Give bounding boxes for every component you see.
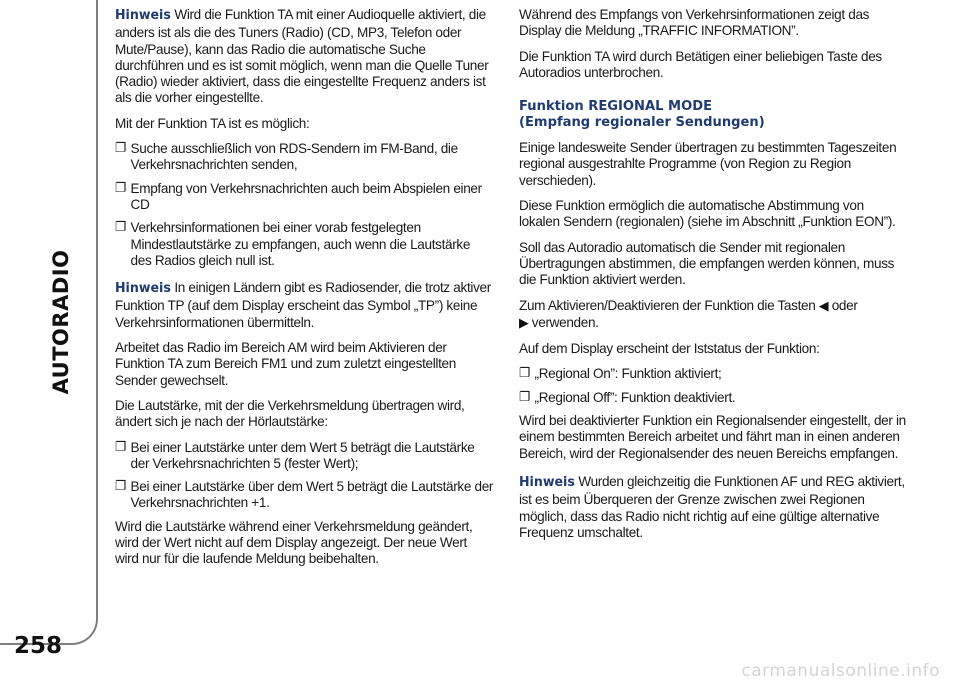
checkbox-bullet-icon: ❐: [115, 438, 126, 454]
paragraph: Mit der Funktion TA ist es möglich:: [115, 114, 310, 131]
checkbox-bullet-icon: ❐: [519, 365, 530, 381]
list-item: [519, 389, 907, 405]
left-column: [115, 6, 493, 576]
checkbox-bullet-icon: ❐: [115, 179, 126, 195]
checkbox-bullet-icon: ❐: [115, 478, 126, 494]
note-label: Hinweis: [519, 474, 575, 490]
page-number: 258: [14, 633, 63, 659]
note-paragraph: [115, 6, 493, 106]
note-text: Wird die Funktion TA mit einer Audioquelle aktiviert, die anders ist als die des Tuners (Radio) (CD, MP3, Telefon oder Mute/Pause), kann das Radio die automatische Suche durchführen und es ist somit möglich, wenn man die Quelle Tuner (Radio) wieder aktiviert, dass die eingestellte Frequenz anders ist als die vorher eingestellte.: [115, 6, 489, 106]
right-column: [519, 6, 907, 549]
checkbox-bullet-icon: ❐: [115, 219, 126, 235]
paragraph-text: oder: [831, 296, 858, 313]
note-paragraph: [115, 279, 493, 330]
checkbox-bullet-icon: ❐: [115, 140, 126, 156]
section-heading-subline: (Empfang regionaler Sendungen): [519, 114, 765, 131]
list-item: [519, 365, 907, 381]
paragraph-text: verwenden.: [531, 313, 599, 330]
note-label: Hinweis: [115, 281, 171, 297]
paragraph: Wird die Lautstärke während einer Verkehrsmeldung geändert, wird der Wert nicht auf dem Display angezeigt. Der neue Wert wird nur für die laufende Meldung beibehalten.: [115, 517, 473, 567]
list-item: [115, 219, 493, 268]
paragraph: Wird bei deaktivierter Funktion ein Regionalsender eingestellt, der in einem bestimmten Bereich arbeitet und fährt man in einen anderen Bereich, wird der Regionalsender des neuen Bereichs empfangen.: [519, 412, 906, 461]
paragraph: Arbeitet das Radio im Bereich AM wird beim Aktivieren der Funktion TA zum Bereich FM1 und zum zuletzt eingestellten Sender gewechselt.: [115, 339, 456, 388]
list-item-text: Bei einer Lautstärke über dem Wert 5 beträgt die Lautstärke der Verkehrsnachrichten +1.: [130, 478, 494, 511]
note-paragraph: [519, 473, 907, 540]
list-item-text: „Regional Off”: Funktion deaktiviert.: [534, 388, 736, 405]
paragraph: Soll das Autoradio automatisch die Sender mit regionalen Übertragungen abstimmen, die empfangen werden können, muss die Funktion aktiviert werden.: [519, 238, 895, 288]
note-text: Wurden gleichzeitig die Funktionen AF und REG aktiviert, ist es beim Überqueren der Grenze zwischen zwei Regionen möglich, dass das Radio nicht richtig auf eine gültige alternative Frequenz umschaltet.: [519, 472, 905, 540]
arrow-left-icon: ◀: [818, 297, 829, 313]
list-item-text: „Regional On”: Funktion aktiviert;: [534, 365, 722, 382]
watermark: carmanualsonline.info: [741, 661, 940, 681]
list-item: [115, 478, 493, 511]
paragraph: Die Lautstärke, mit der die Verkehrsmeldung übertragen wird, ändert sich je nach der Hörlautstärke:: [115, 396, 465, 430]
list-item-text: Suche ausschließlich von RDS-Sendern im FM-Band, die Verkehrsnachrichten senden,: [130, 140, 458, 173]
paragraph-text: Zum Aktivieren/Deaktivieren der Funktion die Tasten: [519, 296, 816, 313]
paragraph: Während des Empfangs von Verkehrsinformationen zeigt das Display die Meldung „TRAFFIC INFORMATION”.: [519, 6, 870, 39]
checkbox-bullet-icon: ❐: [519, 388, 530, 404]
list-item: [115, 140, 493, 173]
list-item-text: Empfang von Verkehrsnachrichten auch beim Abspielen einer CD: [130, 179, 482, 212]
list-item: [115, 180, 493, 213]
arrow-right-icon: ▶: [519, 314, 529, 330]
note-text: In einigen Ländern gibt es Radiosender, die trotz aktiver Funktion TP (auf dem Display erscheint das Symbol „TP”) keine Verkehrsinformationen übermitteln.: [115, 279, 491, 330]
section-heading: [519, 98, 907, 130]
paragraph: Auf dem Display erscheint der Iststatus der Funktion:: [519, 340, 820, 357]
paragraph: Diese Funktion ermöglich die automatische Abstimmung von lokalen Sendern (regionalen) (siehe im Abschnitt „Funktion EON”).: [519, 197, 896, 230]
section-heading-line: Funktion REGIONAL MODE: [519, 98, 713, 115]
list-item: [115, 439, 493, 472]
list-item-text: Verkehrsinformationen bei einer vorab festgelegten Mindestlautstärke zu empfangen, auch wenn die Lautstärke des Radios gleich null ist.: [130, 219, 471, 268]
list-item-text: Bei einer Lautstärke unter dem Wert 5 beträgt die Lautstärke der Verkehrsnachrichten 5 (fester Wert);: [130, 438, 475, 471]
paragraph: Einige landesweite Sender übertragen zu bestimmten Tageszeiten regional ausgestrahlte Programme (von Region zu Region verschieden).: [519, 139, 897, 188]
note-label: Hinweis: [115, 8, 171, 23]
paragraph-buttons: [519, 297, 907, 332]
section-label: AUTORADIO: [49, 249, 73, 395]
paragraph: Die Funktion TA wird durch Betätigen einer beliebigen Taste des Autoradios unterbrochen.: [519, 47, 882, 80]
